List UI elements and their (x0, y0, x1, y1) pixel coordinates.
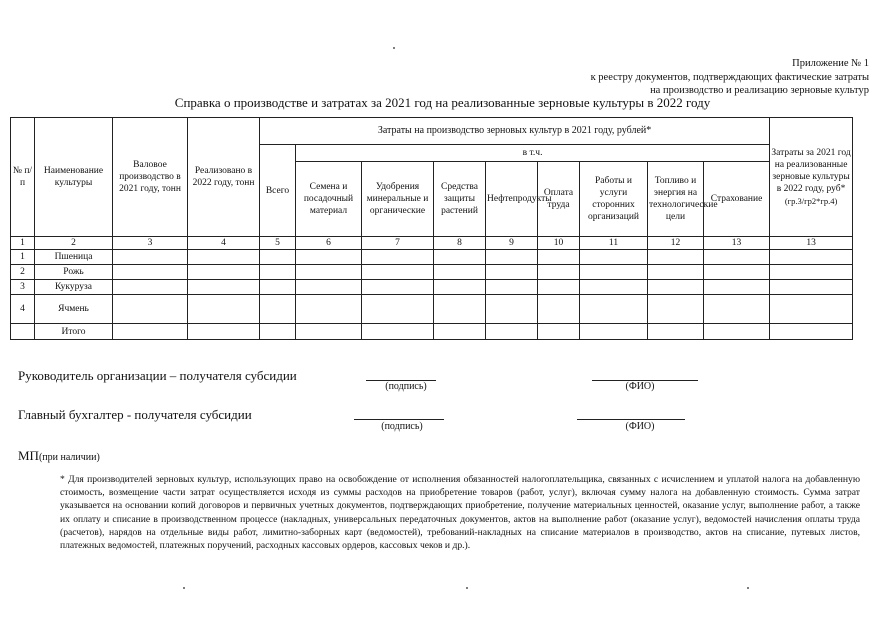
column-numbers-row (11, 237, 853, 250)
table-cell (113, 250, 188, 265)
table-row (11, 280, 853, 295)
table-cell (434, 265, 486, 280)
table-cell (648, 324, 704, 340)
column-number: 13 (770, 237, 853, 250)
column-number: 4 (188, 237, 260, 250)
header-costs-sold-label: Затраты за 2021 год на реализованные зерновые культуры в 2022 году, руб* (771, 148, 851, 194)
row-number: 2 (11, 265, 35, 280)
table-cell (188, 250, 260, 265)
table-cell (770, 265, 853, 280)
table-cell (648, 295, 704, 324)
header-total: Всего (260, 145, 296, 237)
head-signature-label: Руководитель организации – получателя субсидии (18, 368, 297, 383)
column-number: 7 (362, 237, 434, 250)
header-fuel-energy: Топливо и энергия на технологические цели (648, 162, 704, 237)
table-cell (538, 324, 580, 340)
total-label: Итого (35, 324, 113, 340)
total-row (11, 324, 853, 340)
table-cell (704, 295, 770, 324)
header-seeds: Семена и посадочный материал (296, 162, 362, 237)
column-number: 3 (113, 237, 188, 250)
accountant-signature-line (354, 419, 444, 420)
name-caption: (ФИО) (625, 421, 655, 432)
column-number: 2 (35, 237, 113, 250)
name-caption: (ФИО) (625, 381, 655, 392)
table-cell (434, 324, 486, 340)
crop-name: Кукуруза (35, 280, 113, 295)
scan-speck (747, 587, 749, 589)
header-costs-sold-formula: (гр.3/гр2*гр.4) (784, 196, 838, 206)
stamp-note: (при наличии) (38, 452, 100, 463)
header-services: Работы и услуги сторонних организаций (580, 162, 648, 237)
column-number: 5 (260, 237, 296, 250)
table-cell (296, 324, 362, 340)
cost-table (10, 117, 853, 340)
header-costs-sold (770, 118, 853, 237)
header-oil-products: Нефтепродукты (486, 162, 538, 237)
table-cell (486, 250, 538, 265)
table-cell (538, 265, 580, 280)
table-row (11, 265, 853, 280)
table-cell (113, 265, 188, 280)
column-number: 9 (486, 237, 538, 250)
table-cell (188, 265, 260, 280)
document-title: Справка о производстве и затратах за 2021 год на реализованные зерновые культуры в 2022 году (174, 95, 711, 110)
table-cell (260, 295, 296, 324)
table-cell (648, 250, 704, 265)
accountant-name-line (577, 419, 685, 420)
column-number: 10 (538, 237, 580, 250)
scan-speck (466, 587, 468, 589)
table-cell (580, 324, 648, 340)
table-cell (260, 265, 296, 280)
row-number: 3 (11, 280, 35, 295)
table-cell (580, 280, 648, 295)
table-cell (704, 265, 770, 280)
table-cell (296, 295, 362, 324)
header-name: Наименование культуры (35, 118, 113, 237)
table-cell (770, 324, 853, 340)
table-cell (770, 250, 853, 265)
column-number: 6 (296, 237, 362, 250)
row-number: 1 (11, 250, 35, 265)
header-gross: Валовое производство в 2021 году, тонн (113, 118, 188, 237)
table-cell (486, 265, 538, 280)
table-cell (486, 295, 538, 324)
scan-speck (393, 47, 395, 49)
appendix-line: к реестру документов, подтверждающих фактические затраты (590, 71, 869, 83)
table-row (11, 295, 853, 324)
table-cell (113, 324, 188, 340)
crop-name: Рожь (35, 265, 113, 280)
table-cell (704, 250, 770, 265)
table-cell (538, 295, 580, 324)
table-cell (580, 265, 648, 280)
header-including: в т.ч. (296, 145, 770, 162)
signature-caption: (подпись) (385, 381, 427, 392)
header-insurance: Страхование (704, 162, 770, 237)
table-cell (434, 280, 486, 295)
stamp-place (18, 448, 100, 464)
header-num: № п/п (11, 118, 35, 237)
table-cell (434, 295, 486, 324)
table-cell (260, 324, 296, 340)
appendix-line: на производство и реализацию зерновые культур (650, 85, 869, 96)
column-number: 12 (648, 237, 704, 250)
column-number: 1 (11, 237, 35, 250)
appendix-number: Приложение № 1 (792, 58, 869, 69)
crop-name: Ячмень (35, 295, 113, 324)
table-row (11, 250, 853, 265)
table-cell (486, 280, 538, 295)
table-cell (704, 280, 770, 295)
table-cell (362, 265, 434, 280)
table-cell (188, 324, 260, 340)
table-cell (362, 250, 434, 265)
header-fertilizers: Удобрения минеральные и органические (362, 162, 434, 237)
header-plant-protection: Средства защиты растений (434, 162, 486, 237)
table-cell (580, 250, 648, 265)
table-cell (486, 324, 538, 340)
header-sold: Реализовано в 2022 году, тонн (188, 118, 260, 237)
footnote: * Для производителей зерновых культур, использующих право на освобождение от исполнения обязанностей налогоплательщика, связанных с исчислением и уплатой налога на добавленную стоимость, возмещение части затрат осуществляется исходя из суммы расходов на приобретение товаров (работ, услуг), включая сумму налога на добавленную стоимость. Сумма затрат указывается на основании копий договоров и первичных учетных документов, подтверждающих приобретение, получение материальных ценностей, оказание услуг, выполнение работ, а также их оплату и списание в производственном процессе (накладных, универсальных передаточных документов, актов на выполнение работ (оказание услуг), ведомостей начисления оплаты труда (расчетов), нарядов на отдельные виды работ, лимитно-заборных карт (ведомостей), требований-накладных на списание материалов в производство, актов на списание, путевых листов, платежных ведомостей, платежных поручений, расходных кассовых ордеров, кассовых чеков и др.). (60, 474, 860, 552)
table-cell (362, 280, 434, 295)
table-cell (538, 250, 580, 265)
table-cell (648, 280, 704, 295)
table-cell (113, 295, 188, 324)
column-number: 11 (580, 237, 648, 250)
header-costs: Затраты на производство зерновых культур в 2021 году, рублей* (260, 118, 770, 145)
table-cell (296, 280, 362, 295)
crop-name: Пшеница (35, 250, 113, 265)
table-cell (11, 324, 35, 340)
table-cell (434, 250, 486, 265)
appendix-header (591, 57, 869, 98)
table-cell (260, 250, 296, 265)
table-cell (770, 295, 853, 324)
table-cell (362, 324, 434, 340)
table-cell (296, 265, 362, 280)
table-cell (260, 280, 296, 295)
table-cell (704, 324, 770, 340)
table-cell (188, 280, 260, 295)
accountant-signature-label: Главный бухгалтер - получателя субсидии (18, 407, 252, 422)
signature-caption: (подпись) (381, 421, 423, 432)
row-number: 4 (11, 295, 35, 324)
header-labor: Оплата труда (538, 162, 580, 237)
table-cell (538, 280, 580, 295)
column-number: 8 (434, 237, 486, 250)
scan-speck (183, 587, 185, 589)
table-cell (188, 295, 260, 324)
stamp-label: МП (18, 448, 39, 463)
table-cell (296, 250, 362, 265)
table-cell (580, 295, 648, 324)
table-cell (362, 295, 434, 324)
column-number: 13 (704, 237, 770, 250)
table-cell (113, 280, 188, 295)
table-cell (770, 280, 853, 295)
table-cell (648, 265, 704, 280)
